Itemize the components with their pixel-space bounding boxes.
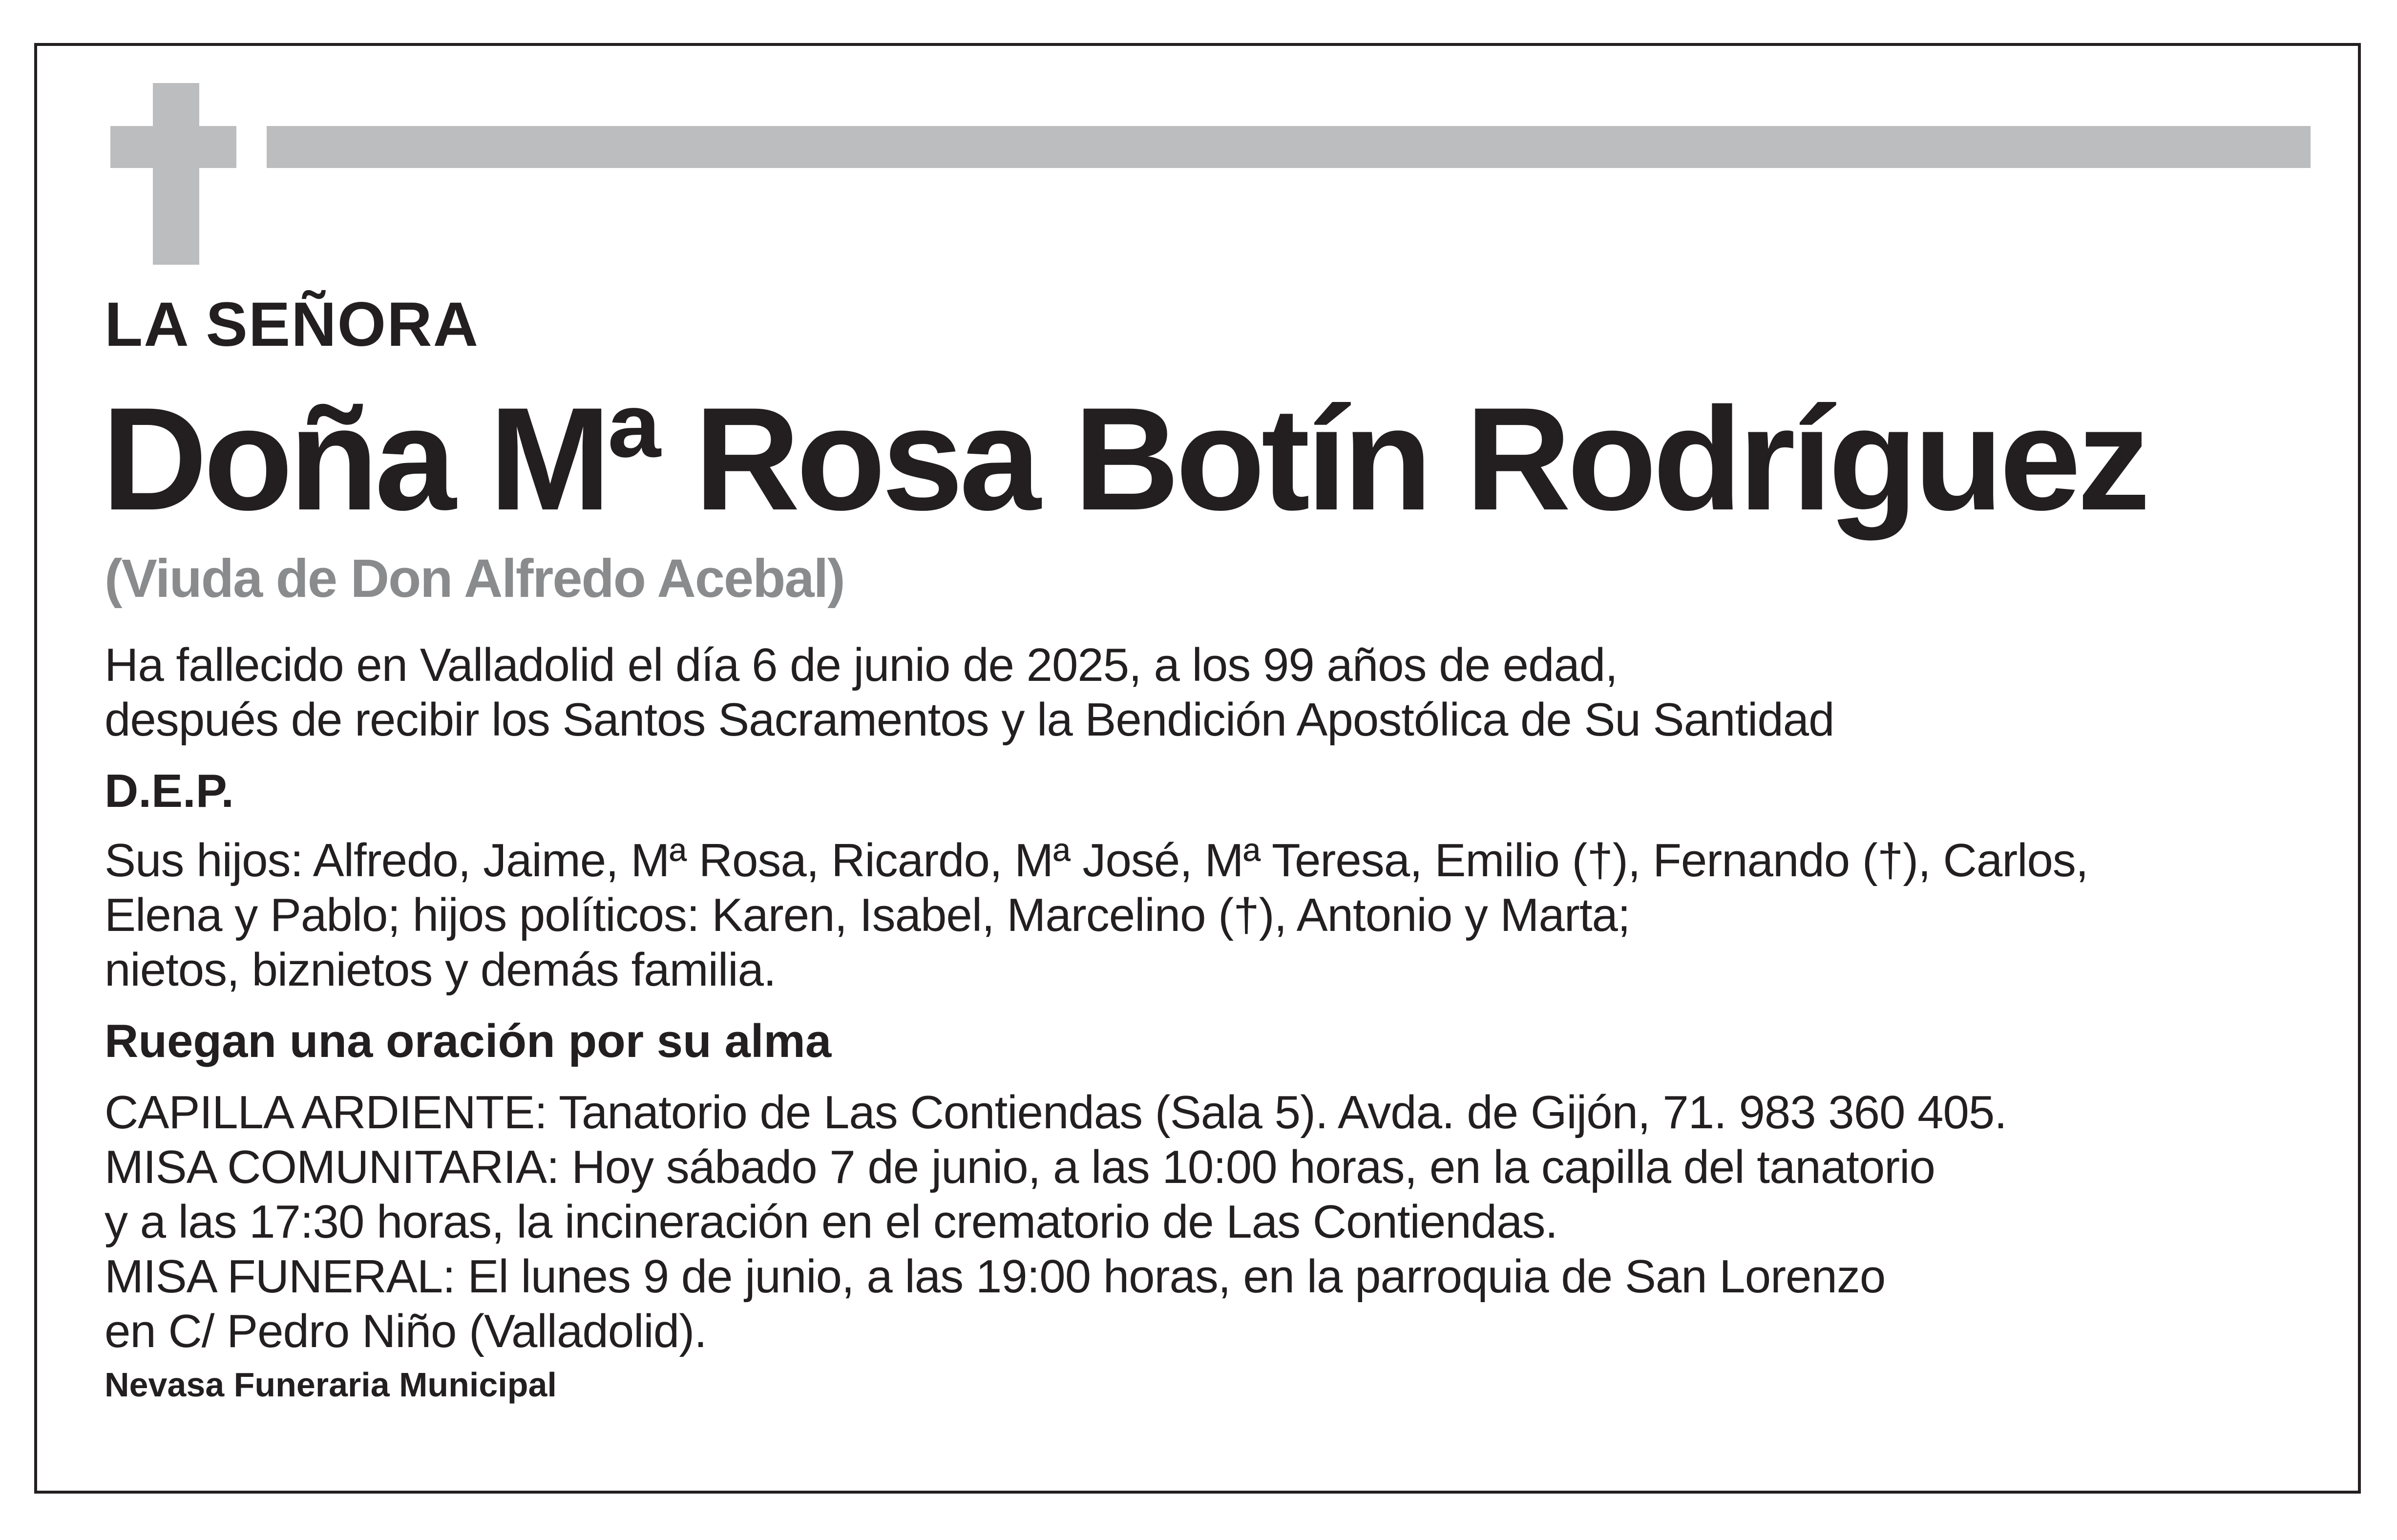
prayer-request: Ruegan una oración por su alma xyxy=(105,1015,832,1067)
service-line: en C/ Pedro Niño (Valladolid). xyxy=(105,1305,707,1357)
cross-horizontal-bar xyxy=(110,126,236,168)
family-line: Sus hijos: Alfredo, Jaime, Mª Rosa, Ricardo, Mª José, Mª Teresa, Emilio (†), Fernando (†), Carlos, xyxy=(105,834,2088,886)
deceased-name: Doña Mª Rosa Botín Rodríguez xyxy=(102,377,2146,541)
funeral-home: Nevasa Funeraria Municipal xyxy=(105,1366,557,1404)
service-details xyxy=(105,1085,2332,1359)
service-line: MISA COMUNITARIA: Hoy sábado 7 de junio, a las 10:00 horas, en la capilla del tanatorio xyxy=(105,1141,1935,1193)
header-rule xyxy=(267,126,2311,168)
widow-subtitle: (Viuda de Don Alfredo Acebal) xyxy=(105,548,844,609)
service-line: CAPILLA ARDIENTE: Tanatorio de Las Contiendas (Sala 5). Avda. de Gijón, 71. 983 360 405. xyxy=(105,1086,2007,1139)
announcement xyxy=(105,638,2332,747)
family-list xyxy=(105,833,2332,997)
title-prefix: LA SEÑORA xyxy=(105,290,480,359)
notice-content xyxy=(102,283,2332,1407)
service-line: MISA FUNERAL: El lunes 9 de junio, a las 19:00 horas, en la parroquia de San Lorenzo xyxy=(105,1250,1886,1303)
family-line: Elena y Pablo; hijos políticos: Karen, Isabel, Marcelino (†), Antonio y Marta; xyxy=(105,889,1630,941)
dep-heading: D.E.P. xyxy=(105,765,234,817)
cross-vertical-bar xyxy=(153,83,199,265)
announcement-line: Ha fallecido en Valladolid el día 6 de junio de 2025, a los 99 años de edad, xyxy=(105,639,1618,691)
service-line: y a las 17:30 horas, la incineración en el crematorio de Las Contiendas. xyxy=(105,1196,1558,1248)
announcement-line: después de recibir los Santos Sacramentos y la Bendición Apostólica de Su Santidad xyxy=(105,694,1834,746)
family-line: nietos, biznietos y demás familia. xyxy=(105,944,776,996)
